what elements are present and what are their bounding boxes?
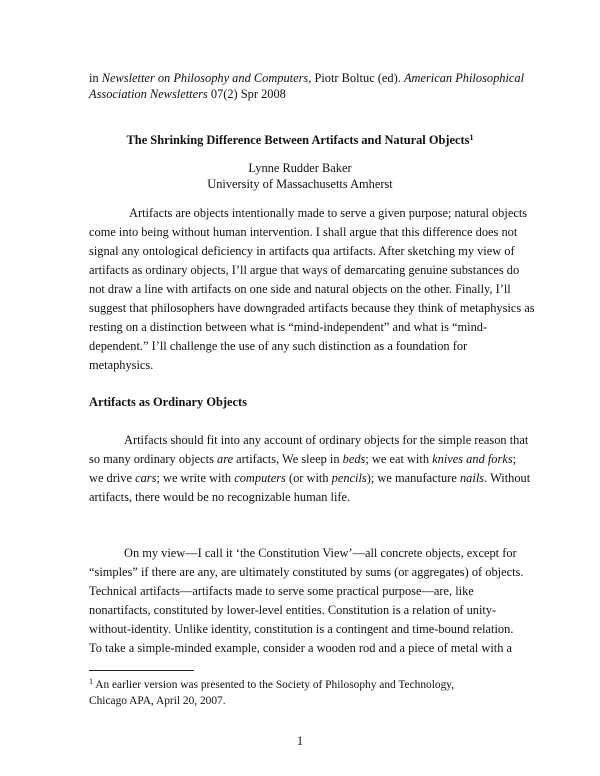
paragraph-line: nonartifacts, constituted by lower-level entities. Constitution is a relation of unity- <box>89 603 497 617</box>
section-heading: Artifacts as Ordinary Objects <box>89 395 247 409</box>
abstract-line: resting on a distinction between what is “mind-independent” and what is “mind- <box>89 320 488 334</box>
paragraph-line: artifacts, there would be no recognizable human life. <box>89 490 351 504</box>
issue-info: 07(2) Spr 2008 <box>207 87 286 101</box>
paragraph-line: On my view—I call it ‘the Constitution View’—all concrete objects, except for <box>124 546 517 560</box>
author-name: Lynne Rudder Baker <box>248 161 352 175</box>
footnote-line-1: $^1$ An earlier version was presented to the Society of Philosophy and Technology, <box>89 677 455 691</box>
paragraph-line: so many ordinary objects are artifacts, We sleep in beds; we eat with knives and forks; <box>89 452 517 466</box>
paragraph-line: Technical artifacts—artifacts made to serve some practical purpose—are, like <box>89 584 474 598</box>
abstract-line: metaphysics. <box>89 358 154 372</box>
abstract-line: come into being without human intervention. I shall argue that this difference does not <box>89 225 518 239</box>
page-number: 1 <box>296 734 304 748</box>
paragraph-line: without-identity. Unlike identity, constitution is a contingent and time-bound relation. <box>89 622 514 636</box>
abstract-line: Artifacts are objects intentionally made to serve a given purpose; natural objects <box>129 206 528 220</box>
citation-line-2 <box>89 86 286 102</box>
footnote-divider <box>89 670 194 671</box>
abstract-line: suggest that philosophers have downgraded artifacts because they think of metaphysics as <box>89 301 535 315</box>
footnote-line-2: Chicago APA, April 20, 2007. <box>89 695 226 707</box>
abstract-line: signal any ontological deficiency in artifacts qua artifacts. After sketching my view of <box>89 244 515 258</box>
footnote-mark: 1 <box>89 677 93 686</box>
paragraph-line: Artifacts should fit into any account of ordinary objects for the simple reason that <box>124 433 529 447</box>
publisher-name: American Philosophical <box>403 71 525 85</box>
title-footnote-mark: 1 <box>469 133 474 142</box>
citation-line-1: in Newsletter on Philosophy and Computers, Piotr Boltuc (ed). American Philosophical <box>89 71 525 85</box>
paragraph-line: To take a simple-minded example, consider a wooden rod and a piece of metal with a <box>89 641 513 655</box>
abstract-line: not draw a line with artifacts on one side and natural objects on the other. Finally, I’ll <box>89 282 511 296</box>
paragraph-line: we drive cars; we write with computers (or with pencils); we manufacture nails. Without <box>89 471 531 485</box>
abstract-line: dependent.” I’ll challenge the use of any such distinction as a foundation for <box>89 339 468 353</box>
author-affiliation: University of Massachusetts Amherst <box>207 177 393 191</box>
paragraph-line: “simples” if there are any, are ultimately constituted by sums (or aggregates) of objects. <box>89 565 524 579</box>
newsletter-title: Newsletter on Philosophy and Computers <box>101 71 309 85</box>
paper-title: The Shrinking Difference Between Artifacts and Natural Objects$^1$ <box>126 133 474 147</box>
abstract-line: artifacts as ordinary objects, I’ll argue that ways of demarcating genuine substances do <box>89 263 520 277</box>
publisher-name-cont: Association Newsletters <box>89 87 208 101</box>
